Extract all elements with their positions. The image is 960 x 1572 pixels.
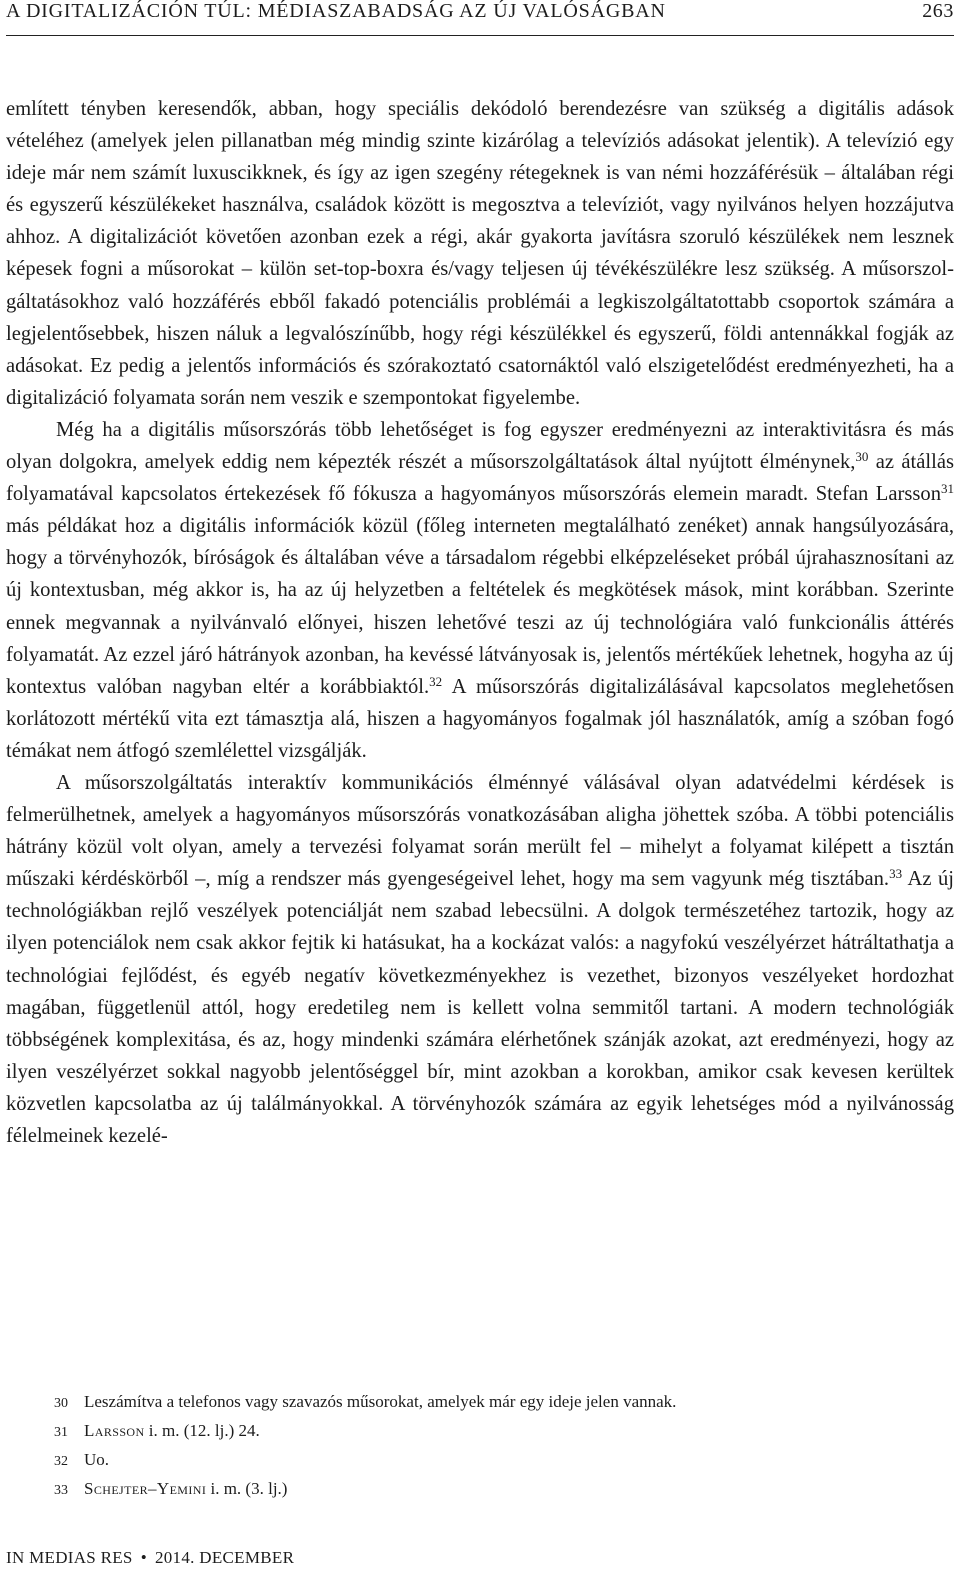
paragraph-3-part-b: Az új technológiákban rejlő veszélyek potenciálját nem szabad lebecsülni. A dolgok természetéhez tartozik, hogy az ilyen potenciálok nem csak akkor fejtik ki hatásukat, ha a kockázat valós: a nagyfokú veszélyérzet hátráltathatja a technológiai fejlődést, és egyéb negatív következményekhez is vezethet, bizonyos veszélyeket hordozhat magában, függetlenül attól, hogy eredetileg nem is kellett volna semmitől tartani. A modern technológiák többségének komplexitása, és az, hogy mindenki számára elérhetőnek szánják azokat, azt eredményezi, hogy az ilyen veszélyérzet sokkal nagyobb jelentőséggel bír, mint azokban a korokban, amikor csak kevesen kerültek közvetlen kapcsolatba az új találmányokkal. A törvényhozók számára az egyik lehetséges mód a nyilvánosság félelmeinek kezelé- [6,868,954,1147]
journal-name: IN MEDIAS RES [6,1548,133,1567]
paragraph-1 [6,93,954,414]
footnote-32 [54,1446,940,1475]
footnote-ref-31[interactable]: 31 [941,481,954,497]
paragraph-2 [6,414,954,767]
footnote-31 [54,1417,940,1446]
footnote-ref-32[interactable]: 32 [429,673,443,689]
footnote-ref-30[interactable]: 30 [855,449,869,465]
footnote-text: Leszámítva a telefonos vagy szavazós műsorokat, amelyek már egy ideje jelen vannak. [84,1392,677,1411]
main-text [6,93,954,1152]
running-head [6,0,954,30]
paragraph-2-part-c: más példákat hoz a digitális információk közül (főleg interneten megtalálható zenéket) annak hangsúlyozására, hogy a törvényhozók, bíróságok és általában véve a társadalom régebbi elképzeléseket próbál újrahasznosítani az új kontextusban, még akkor is, ha az új helyzetben a feltételek és megkötések mások, mint korábban. Szerinte ennek megvannak a nyilvánvaló előnyei, hiszen lehetővé teszi az új technológiára való funkcionális áttérés folyamatát. Az ezzel járó hátrányok azonban, ha kevéssé látványosak is, jelentős mértékűek lehetnek, hogyha az új kontextus valóban nagyban eltér a korábbiaktól. [6,515,954,698]
header-rule [6,35,954,36]
paragraph-2-part-d: A műsorszórás digitalizálásával kapcsolatos meglehetősen korlátozott mértékű vita ezt támasztja alá, hiszen a hagyományos fogalmak jól használatók, amíg a szóban fogó témákat nem átfogó szemlélettel vizsgálják. [6,675,954,762]
page-number: 263 [922,0,954,22]
page-footer [6,1548,294,1568]
footnote-number: 32 [54,1454,68,1469]
footnote-number: 30 [54,1396,68,1411]
footnote-author: Larsson [84,1421,145,1440]
footnote-text: Uo. [84,1450,110,1469]
paragraph-2-part-a: Még ha a digitális műsorszórás több lehetőséget is fog egyszer eredményezni az interaktivitásra és más olyan dolgokra, amelyek eddig nem képezték részét a műsorszolgáltatások által nyújtott élménynek, [6,418,954,474]
bullet-separator: • [140,1548,147,1567]
footnote-number: 33 [54,1483,68,1498]
paragraph-3-part-a: A műsorszolgáltatás interaktív kommunikációs élménnyé válásával olyan adatvédelmi kérdések is felmerülhetnek, amelyek a hagyományos műsorszórás vonatkozásában aligha jöhettek szóba. A többi potenciális hátrány közül volt olyan, amely a tervezési folyamat során merült fel – mihelyt a folyamat kilépett a tisztán műszaki kérdéskörből –, míg a rendszer más gyengeségeivel lehet, hogy ma sem vagyunk még tisztában. [6,771,954,891]
footnote-number: 31 [54,1425,68,1440]
footnote-33 [54,1475,940,1504]
footnote-author: Schejter–Yemini [84,1479,207,1498]
paragraph-2-part-b: az átállás folyamatával kapcsolatos értekezések fő fókusza a hagyományos műsorszórás elemein maradt. Stefan Larsson [6,451,954,506]
footnote-ref-33[interactable]: 33 [889,866,903,882]
footnote-text: i. m. (3. lj.) [206,1479,288,1498]
running-title: A DIGITALIZÁCIÓN TÚL: MÉDIASZABADSÁG AZ ÚJ VALÓSÁGBAN [6,0,666,22]
footnote-text: i. m. (12. lj.) 24. [144,1421,260,1440]
issue-date: 2014. DECEMBER [154,1548,295,1567]
footnote-30 [54,1388,940,1417]
paragraph-1-text: említett tényben keresendők, abban, hogy speciális dekódoló berendezésre van szükség a digitális adások vételéhez (amelyek jelen pillanatban még mindig szinte kizárólag a televíziós adásokat jelentik). A televízió egy ideje már nem számít luxuscikknek, és így az igen szegény rétegeknek is van némi hozzáférésük – általában régi és egyszerű készülékeket használva, családok között is megosztva a televíziót, vagy nyilvános helyen hozzájutva ahhoz. A digitalizációt követően azonban ezek a régi, akár gyakorta javításra szoruló készülékek nem lesznek képesek fogni a műsorokat – külön set-top-boxra és/vagy teljesen új tévékészülékre lesz szükség. A műsorszolgáltatásokhoz való hozzáférés ebből fakadó potenciális problémái a legkiszolgáltatottabb csoportok számára a legjelentősebbek, hiszen náluk a legvalószínűbb, hogy régi készülékkel és egyszerű, földi antennákkal fogják az adásokat. Ez pedig a jelentős információs és szórakoztató csatornáktól való elszigetelődést eredményezheti, ha a digitalizáció folyamata során nem veszik e szempontokat figyelembe. [6,98,954,409]
paragraph-3 [6,767,954,1152]
footnotes [54,1388,940,1504]
